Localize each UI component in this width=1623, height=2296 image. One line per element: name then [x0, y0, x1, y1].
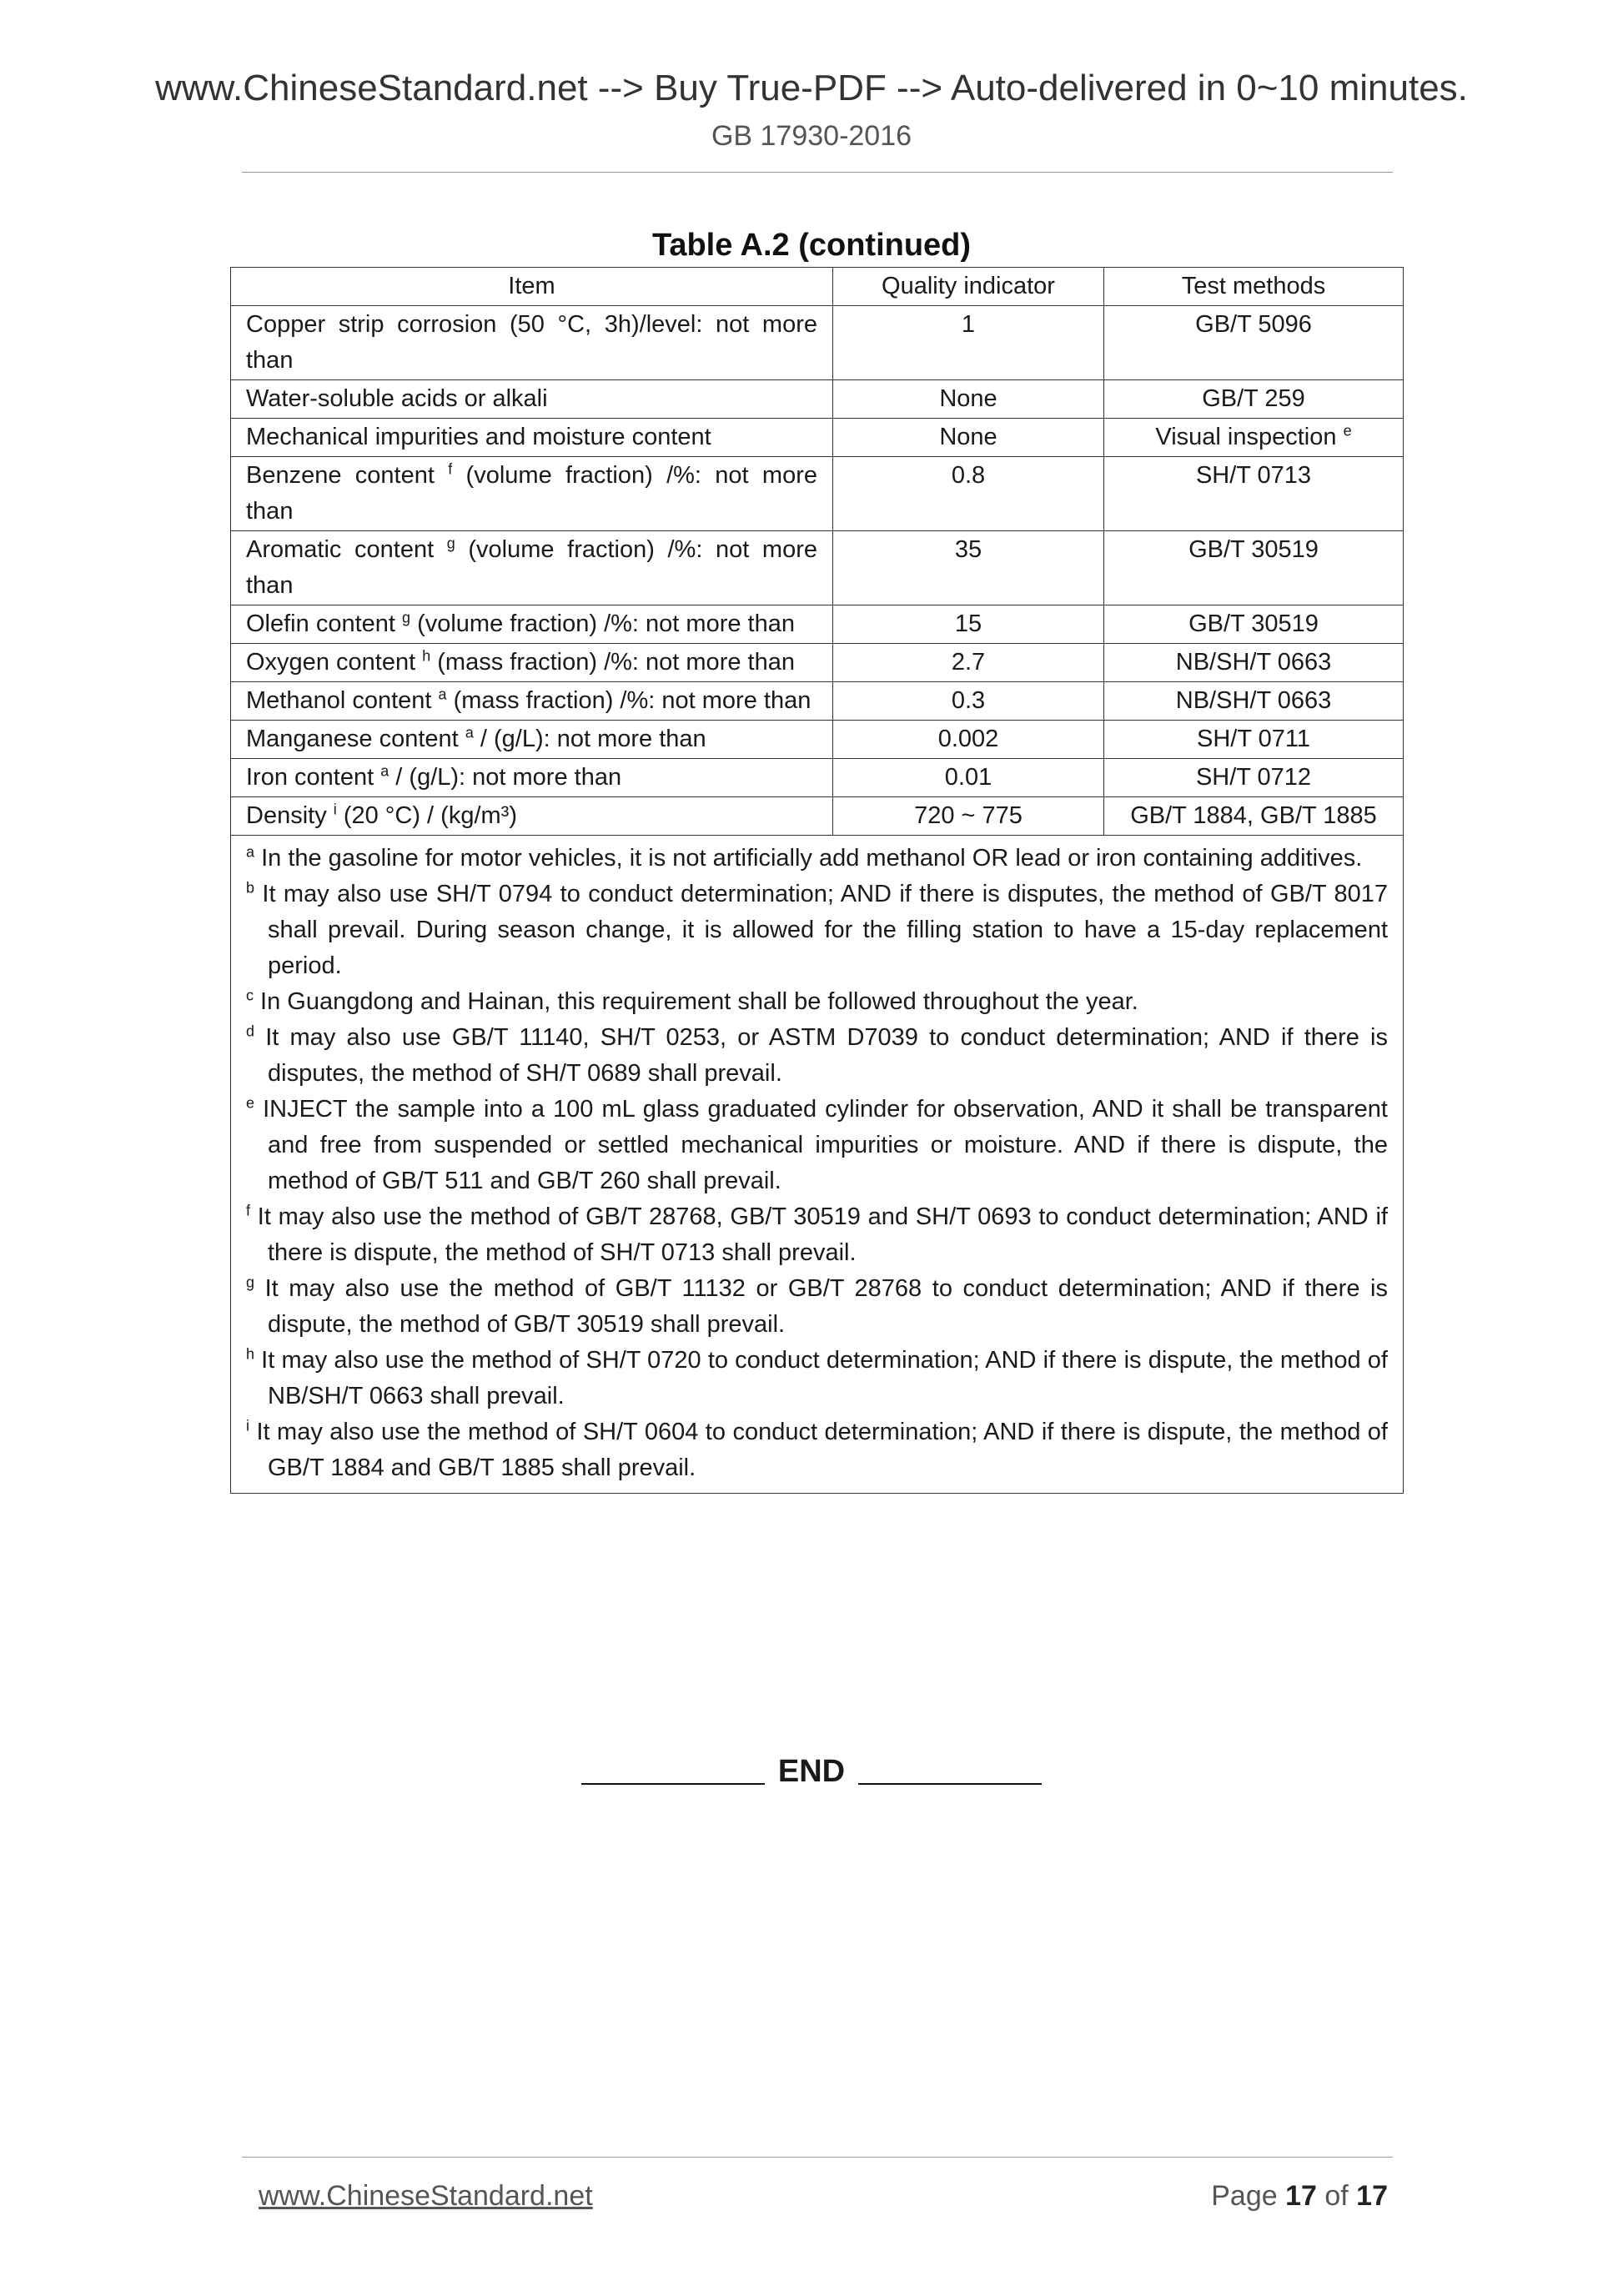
row-value-cell: 2.7	[833, 644, 1104, 682]
table-row	[231, 457, 1404, 531]
item-text: Methanol content	[246, 687, 439, 714]
footnote-marker: i	[333, 801, 337, 818]
row-item-cell	[231, 605, 833, 644]
row-value-cell: 0.002	[833, 721, 1104, 759]
table-note	[246, 1092, 1388, 1199]
item-text-continued: (volume fraction) /%: not more than	[246, 462, 817, 525]
item-text-continued: (20 °C) / (kg/m³)	[336, 802, 517, 829]
item-text: Oxygen content	[246, 649, 423, 676]
item-text: Density	[246, 802, 334, 829]
table-title: Table A.2 (continued)	[651, 228, 972, 263]
row-value-cell: 0.8	[833, 457, 1104, 531]
row-item-cell	[231, 419, 833, 457]
table-row	[231, 797, 1404, 836]
note-marker: e	[246, 1094, 255, 1112]
row-item-cell	[231, 306, 833, 380]
row-value-cell: 720 ~ 775	[833, 797, 1104, 836]
item-text: Iron content	[246, 764, 381, 791]
item-text-continued: / (g/L): not more than	[473, 726, 706, 752]
row-value-cell: 0.01	[833, 759, 1104, 797]
table-note	[246, 984, 1388, 1020]
footnote-marker: e	[1343, 422, 1352, 440]
table-note	[246, 1343, 1388, 1414]
row-item-cell	[231, 531, 833, 605]
footer-website-link[interactable]: www.ChineseStandard.net	[259, 2180, 593, 2212]
row-item-cell	[231, 759, 833, 797]
item-text: Olefin content	[246, 610, 402, 637]
note-text: It may also use the method of GB/T 28768, GB/T 30519 and SH/T 0693 to conduct determination; AND if there is dispute, the method of SH/T 0713 shall prevail.	[250, 1203, 1388, 1266]
note-text: In Guangdong and Hainan, this requirement shall be followed throughout the year.	[254, 988, 1138, 1015]
table-row	[231, 531, 1404, 605]
item-text: Benzene content	[246, 462, 449, 489]
row-value-cell: None	[833, 380, 1104, 419]
row-item-cell	[231, 682, 833, 721]
table-row	[231, 759, 1404, 797]
row-item-cell	[231, 644, 833, 682]
item-text: Aromatic content	[246, 536, 447, 563]
table-row	[231, 605, 1404, 644]
row-method-cell: GB/T 30519	[1104, 605, 1404, 644]
footnote-marker: g	[402, 609, 411, 626]
column-header-test-methods: Test methods	[1104, 268, 1404, 306]
row-value-cell: 0.3	[833, 682, 1104, 721]
note-marker: g	[246, 1274, 255, 1291]
table-header-row	[231, 268, 1404, 306]
item-text-continued: (mass fraction) /%: not more than	[430, 649, 795, 676]
column-header-item: Item	[231, 268, 833, 306]
row-method-cell: GB/T 30519	[1104, 531, 1404, 605]
row-item-cell	[231, 721, 833, 759]
note-text: In the gasoline for motor vehicles, it is not artificially add methanol OR lead or iron containing additives.	[254, 845, 1363, 872]
page-number	[1211, 2177, 1388, 2215]
end-rule-right	[858, 1750, 1042, 1785]
note-text: It may also use the method of SH/T 0720 to conduct determination; AND if there is dispute, the method of NB/SH/T 0663 shall prevail.	[254, 1347, 1388, 1409]
end-text: END	[777, 1754, 846, 1789]
page-label: Page	[1211, 2180, 1286, 2212]
row-method-cell: GB/T 5096	[1104, 306, 1404, 380]
row-item-cell	[231, 797, 833, 836]
note-text: It may also use GB/T 11140, SH/T 0253, or ASTM D7039 to conduct determination; AND if there is disputes, the method of SH/T 0689 shall prevail.	[254, 1024, 1388, 1087]
page-current: 17	[1285, 2180, 1317, 2212]
note-marker: i	[246, 1417, 249, 1434]
table-notes-row	[231, 836, 1404, 1494]
footnote-marker: a	[438, 686, 447, 703]
table-row	[231, 306, 1404, 380]
end-marker	[0, 1750, 1623, 1793]
column-header-quality-indicator: Quality indicator	[833, 268, 1104, 306]
row-method-cell: GB/T 259	[1104, 380, 1404, 419]
table-note	[246, 1414, 1388, 1486]
item-text: Manganese content	[246, 726, 465, 752]
note-marker: f	[246, 1202, 251, 1219]
footnote-marker: g	[446, 535, 455, 552]
footnote-marker: a	[465, 724, 474, 741]
table-note	[246, 1199, 1388, 1271]
table-notes-cell	[231, 836, 1404, 1494]
end-rule-left	[581, 1750, 765, 1785]
item-text-continued: (mass fraction) /%: not more than	[446, 687, 812, 714]
table-row	[231, 682, 1404, 721]
header-divider	[242, 172, 1393, 173]
table-note	[246, 841, 1388, 877]
note-text: It may also use the method of SH/T 0604 to conduct determination; AND if there is dispute, the method of GB/T 1884 and GB/T 1885 shall prevail.	[249, 1419, 1388, 1481]
table-row	[231, 644, 1404, 682]
table-body	[231, 306, 1404, 1494]
item-text: Water-soluble acids or alkali	[246, 385, 548, 412]
spec-table	[230, 267, 1404, 1494]
row-item-cell	[231, 457, 833, 531]
row-method-cell: NB/SH/T 0663	[1104, 682, 1404, 721]
table-row	[231, 419, 1404, 457]
row-value-cell: 1	[833, 306, 1104, 380]
method-text: Visual inspection	[1155, 424, 1344, 450]
row-value-cell: 15	[833, 605, 1104, 644]
row-method-cell: GB/T 1884, GB/T 1885	[1104, 797, 1404, 836]
note-marker: a	[246, 843, 255, 861]
row-method-cell: SH/T 0711	[1104, 721, 1404, 759]
note-text: It may also use the method of GB/T 11132 or GB/T 28768 to conduct determination; AND if there is dispute, the method of GB/T 30519 shall prevail.	[254, 1275, 1388, 1338]
note-text: INJECT the sample into a 100 mL glass graduated cylinder for observation, AND it shall be transparent and free from suspended or settled mechanical impurities or moisture. AND if there is dispute, the method of GB/T 511 and GB/T 260 shall prevail.	[254, 1096, 1388, 1194]
footnote-marker: h	[422, 647, 431, 665]
item-text: Copper strip corrosion (50 °C, 3h)/level: not more than	[246, 311, 817, 374]
row-method-cell: NB/SH/T 0663	[1104, 644, 1404, 682]
page-total: 17	[1356, 2180, 1388, 2212]
item-text-continued: (volume fraction) /%: not more than	[246, 536, 817, 599]
table-note	[246, 1020, 1388, 1092]
item-text-continued: / (g/L): not more than	[389, 764, 622, 791]
page-of-label: of	[1316, 2180, 1357, 2212]
row-method-cell: SH/T 0712	[1104, 759, 1404, 797]
note-marker: h	[246, 1345, 255, 1363]
note-marker: c	[246, 987, 254, 1004]
table-note	[246, 877, 1388, 984]
row-value-cell: None	[833, 419, 1104, 457]
row-item-cell	[231, 380, 833, 419]
table-note	[246, 1271, 1388, 1343]
row-method-cell	[1104, 419, 1404, 457]
row-value-cell: 35	[833, 531, 1104, 605]
footer-divider	[242, 2157, 1393, 2158]
item-text: Mechanical impurities and moisture content	[246, 424, 711, 450]
document-id: GB 17930-2016	[711, 120, 912, 152]
item-text-continued: (volume fraction) /%: not more than	[410, 610, 795, 637]
table-row	[231, 721, 1404, 759]
row-method-cell: SH/T 0713	[1104, 457, 1404, 531]
header-banner: www.ChineseStandard.net --> Buy True-PDF --> Auto-delivered in 0~10 minutes.	[155, 68, 1468, 108]
note-marker: d	[246, 1022, 255, 1040]
note-marker: b	[246, 879, 255, 897]
note-text: It may also use SH/T 0794 to conduct determination; AND if there is disputes, the method of GB/T 8017 shall prevail. During season change, it is allowed for the filling station to have a 15-day replacement period.	[254, 881, 1388, 979]
table-row	[231, 380, 1404, 419]
footnote-marker: f	[448, 460, 453, 478]
spec-table-container	[230, 267, 1403, 1494]
footnote-marker: a	[380, 762, 389, 780]
